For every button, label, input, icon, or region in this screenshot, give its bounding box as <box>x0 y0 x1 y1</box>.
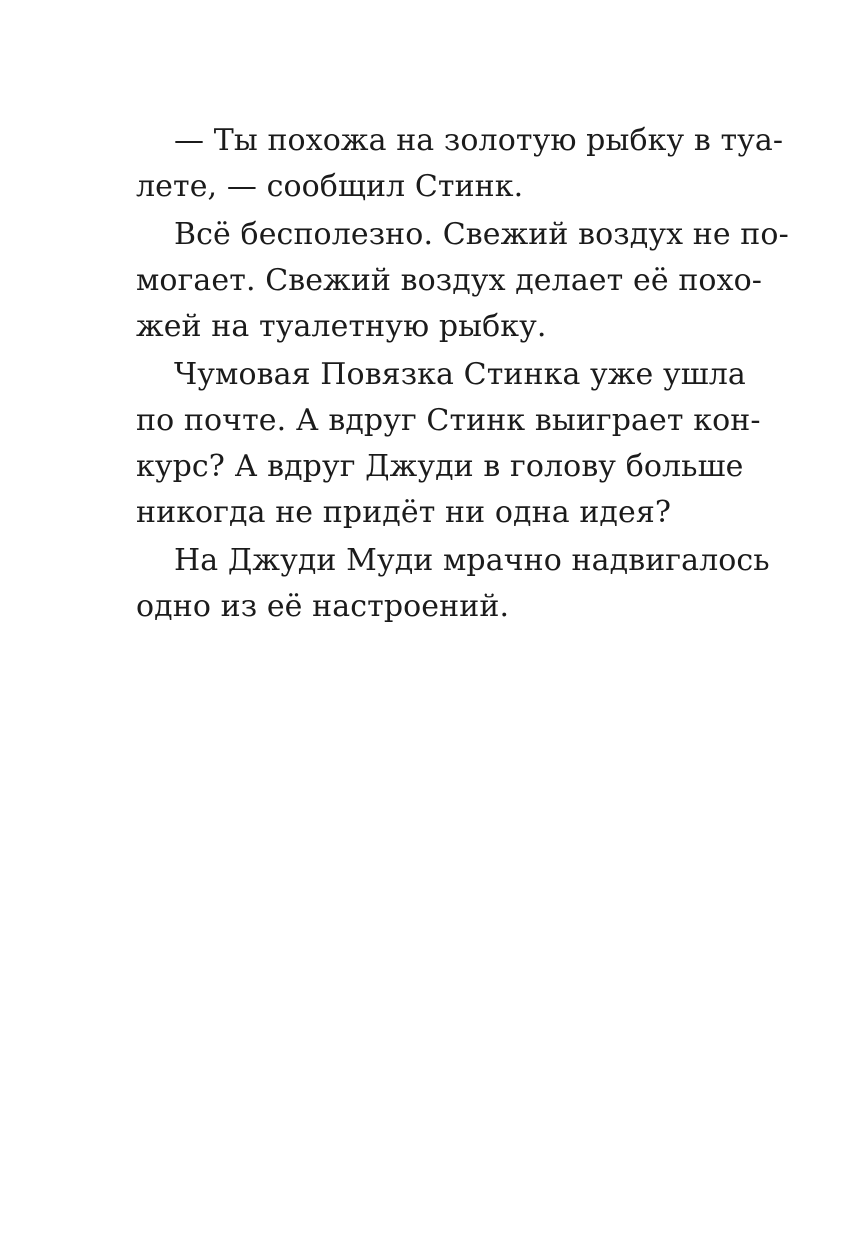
text-line: Чумовая Повязка Стинка уже ушла <box>174 357 746 392</box>
paragraph-4 <box>136 538 770 630</box>
text-line: никогда не придёт ни одна идея? <box>136 495 672 530</box>
body-text <box>136 118 789 632</box>
paragraph-3 <box>136 352 761 536</box>
text-line: одно из её настроений. <box>136 589 510 624</box>
text-line: по почте. А вдруг Стинк выиграет кон- <box>136 403 761 438</box>
text-line: лете, — сообщил Стинк. <box>136 169 524 204</box>
paragraph-1 <box>136 118 784 210</box>
text-line: Всё бесполезно. Свежий воздух не по- <box>174 217 789 252</box>
text-line: могает. Свежий воздух делает её похо- <box>136 263 763 298</box>
text-line: жей на туалетную рыбку. <box>136 309 547 344</box>
text-line: курс? А вдруг Джуди в голову больше <box>136 449 744 484</box>
text-line: На Джуди Муди мрачно надвигалось <box>174 543 770 578</box>
text-line: — Ты похожа на золотую рыбку в туа- <box>174 123 784 158</box>
paragraph-2 <box>136 212 789 350</box>
